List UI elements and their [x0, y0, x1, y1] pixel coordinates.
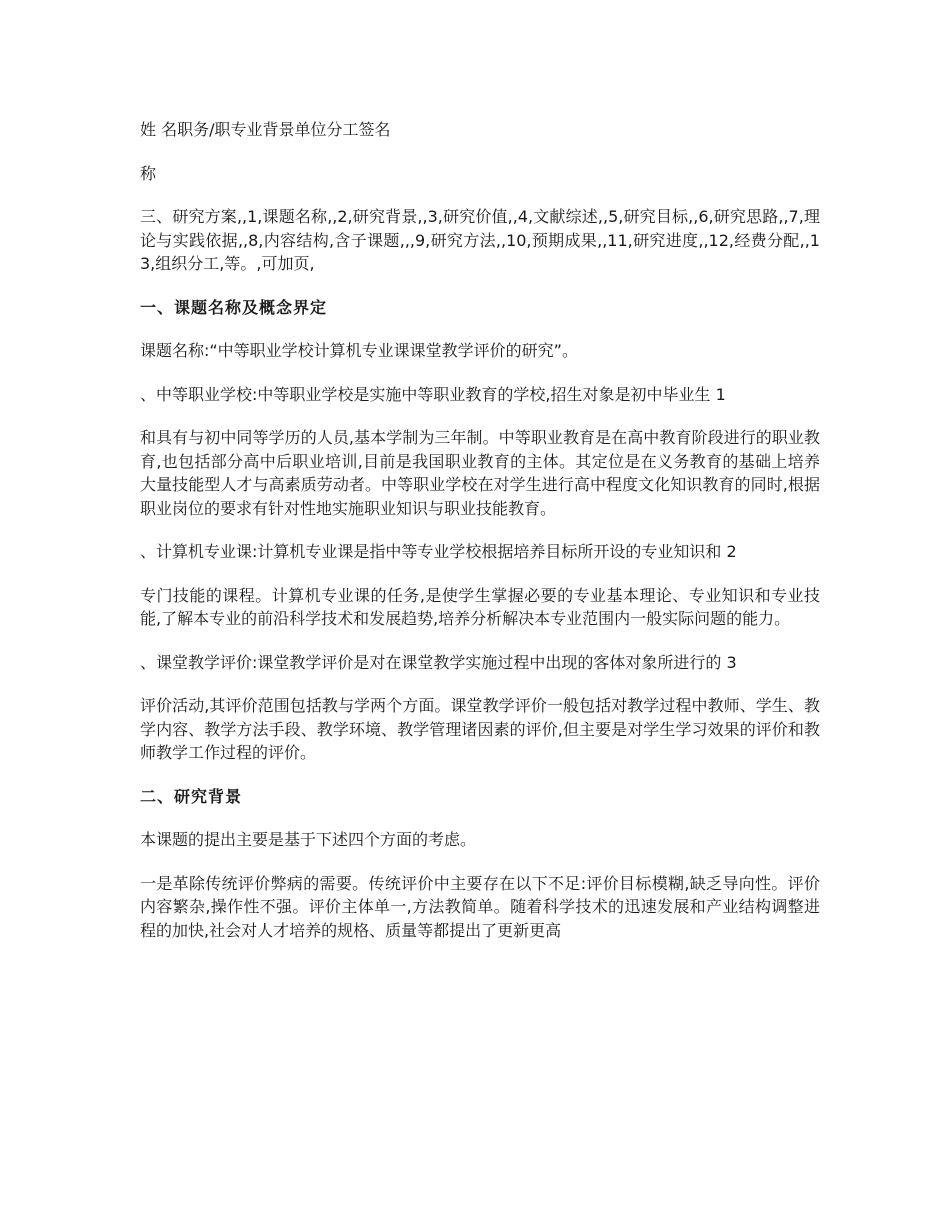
- definition-2-intro: 、计算机专业课:计算机专业课是指中等专业学校根据培养目标所开设的专业知识和 2: [140, 542, 737, 561]
- section-2-heading: 二、研究背景: [140, 786, 243, 806]
- research-plan-paragraph: 三、研究方案,,1,课题名称,,2,研究背景,,3,研究价值,,4,文献综述,,5,研究目标,,6,研究思路,,7,理论与实践依据,,8,内容结构,含子课题,,,9,研究方法,,10,预期成果,,11,研究进度,,12,经费分配,,13,组织分工,等。,可加页,: [140, 207, 820, 273]
- document-body: [140, 118, 820, 942]
- background-point-1-paragraph: 一是革除传统评价弊病的需要。传统评价中主要存在以下不足:评价目标模糊,缺乏导向性。评价内容繁杂,操作性不强。评价主体单一,方法教简单。随着科学技术的迅速发展和产业结构调整进程的加快,社会对人才培养的规格、质量等都提出了更新更高: [140, 873, 820, 940]
- definition-1-body: 和具有与初中同等学历的人员,基本学制为三年制。中等职业教育是在高中教育阶段进行的职业教育,也包括部分高中后职业培训,目前是我国职业教育的主体。其定位是在义务教育的基础上培养大量技能型人才与高素质劳动者。中等职业学校在对学生进行高中程度文化知识教育的同时,根据职业岗位的要求有针对性地实施职业知识与职业技能教育。: [140, 428, 820, 518]
- definition-3-intro: 、课堂教学评价:课堂教学评价是对在课堂教学实施过程中出现的客体对象所进行的 3: [140, 652, 737, 672]
- definition-1-intro: 、中等职业学校:中等职业学校是实施中等职业教育的学校,招生对象是初中毕业生 1: [140, 384, 726, 404]
- definition-2-body: 专门技能的课程。计算机专业课的任务,是使学生掌握必要的专业基本理论、专业知识和专业技能,了解本专业的前沿科学技术和发展趋势,培养分析解决本专业范围内一般实际问题的能力。: [140, 585, 820, 628]
- header-row-continuation: 称: [140, 163, 157, 183]
- background-intro-paragraph: 本课题的提出主要是基于下述四个方面的考虑。: [140, 830, 477, 849]
- topic-title-paragraph: 课题名称:“中等职业学校计算机专业课课堂教学评价的研究”。: [140, 341, 578, 360]
- section-1-heading: 一、课题名称及概念界定: [140, 297, 328, 317]
- header-row-text: 姓 名职务/职专业背景单位分工签名: [140, 120, 391, 139]
- definition-3-body: 评价活动,其评价范围包括教与学两个方面。课堂教学评价一般包括对教学过程中教师、学生、教学内容、教学方法手段、教学环境、教学管理诸因素的评价,但主要是对学生学习效果的评价和教师教学工作过程的评价。: [140, 696, 820, 762]
